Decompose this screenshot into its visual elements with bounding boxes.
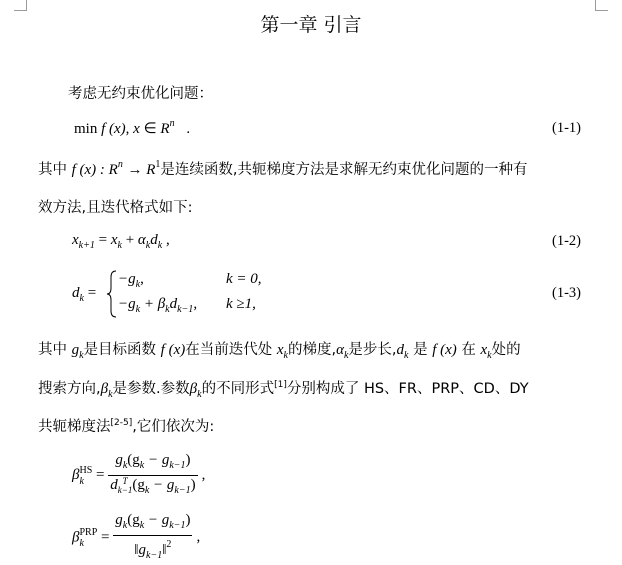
prp-den-sup: 2 xyxy=(166,539,172,550)
paragraph-2-line-3 xyxy=(38,415,214,436)
para2-fx2: f (x) xyxy=(432,342,457,358)
prp-num-g: g xyxy=(115,512,123,528)
hs-num-paren: (g xyxy=(127,452,140,468)
para2-l2-text-b: 是参数.参数 xyxy=(112,381,190,397)
eq2-alpha-sub: k xyxy=(145,240,151,251)
hs-tail: , xyxy=(201,466,206,483)
para2-x: x xyxy=(276,342,284,358)
para1-math-sup1: n xyxy=(117,159,123,170)
paragraph-2-line-1 xyxy=(38,338,521,361)
para1-text: 是连续函数,共轭梯度方法是求解无约束优化问题的一种有 xyxy=(160,162,528,178)
para2-beta2: β xyxy=(189,381,198,397)
eq3-case1-g: −g xyxy=(118,271,136,287)
chapter-title: 第一章 引言 xyxy=(260,14,362,36)
para1-prefix: 其中 xyxy=(38,162,67,178)
eq2-eq: = xyxy=(94,232,111,248)
eq2-plus: + xyxy=(121,232,138,248)
eq3-case2-d: d xyxy=(169,296,178,312)
eq3-case2-end: , xyxy=(193,296,198,312)
hs-den-paren: (g xyxy=(132,477,145,493)
para2-l3-text-b: ,它们依次为: xyxy=(132,419,215,435)
prp-denominator xyxy=(113,536,192,565)
hs-den-d: d xyxy=(110,477,118,493)
eq1-space: R xyxy=(160,121,170,137)
paragraph-1-line-1 xyxy=(38,158,527,179)
eq1-space-sup: n xyxy=(169,118,175,129)
eq3-case2-d-sub: k−1 xyxy=(177,304,194,315)
eq3-d-sub: k xyxy=(79,293,84,304)
para2-beta-sub: k xyxy=(108,389,113,400)
prp-fraction xyxy=(113,511,192,565)
hs-den-scripts xyxy=(118,477,133,495)
paragraph-1-line-2: 效方法,且迭代格式如下: xyxy=(38,200,193,216)
equation-1-2 xyxy=(72,232,170,251)
formula-hs xyxy=(72,451,205,500)
para2-d-sub: k xyxy=(404,350,409,361)
prp-num-paren: (g xyxy=(127,512,140,528)
para2-text-b: 是目标函数 xyxy=(83,342,157,358)
hs-scripts xyxy=(79,465,92,487)
para2-g: g xyxy=(71,342,80,358)
hs-den-minus-sub: k−1 xyxy=(174,485,191,496)
para2-l2-text-a: 搜索方向, xyxy=(38,381,101,397)
para2-x2-sub: k xyxy=(487,350,492,361)
hs-sub: k xyxy=(79,475,84,487)
eq1-var: x xyxy=(133,121,140,137)
para2-x2: x xyxy=(480,342,488,358)
para2-text-g: 在 xyxy=(461,342,476,358)
prp-eq: = xyxy=(97,529,114,546)
eq3-brace xyxy=(106,270,118,318)
eq2-d: d xyxy=(150,232,158,248)
para2-l3-text-a: 共轭梯度法 xyxy=(38,419,111,435)
eq3-case-2 xyxy=(118,296,197,315)
eq3-case2-g-sub: k xyxy=(135,304,141,315)
prp-num-minus-sub: k−1 xyxy=(169,520,186,531)
eq1-fx: f (x) xyxy=(101,121,126,137)
eq3-case2-beta-sub: k xyxy=(165,304,170,315)
eq3-case2-beta: + β xyxy=(140,296,166,312)
eq2-alpha: α xyxy=(137,232,146,248)
hs-num-minus-sub: k−1 xyxy=(169,460,186,471)
hs-num-minus: − g xyxy=(144,452,170,468)
prp-sup: PRP xyxy=(79,527,98,538)
equation-number-1-3: (1-3) xyxy=(552,285,581,301)
para2-d: d xyxy=(396,342,405,358)
eq1-min: min xyxy=(74,121,98,137)
eq3-case1-end: , xyxy=(140,271,144,287)
para2-text-a: 其中 xyxy=(38,342,67,358)
prp-tail: , xyxy=(196,529,201,546)
hs-num-paren-sub: k xyxy=(139,460,145,471)
hs-num-g-sub: k xyxy=(122,460,128,471)
hs-den-close: ) xyxy=(190,477,196,493)
hs-den-minus: − g xyxy=(149,477,175,493)
eq3-case-1 xyxy=(118,271,144,290)
hs-num-g: g xyxy=(115,452,123,468)
formula-prp xyxy=(72,511,200,565)
prp-num-close: ) xyxy=(185,512,191,528)
para2-alpha-sub: k xyxy=(343,350,349,361)
eq3-d: d xyxy=(72,285,80,301)
eq2-x1-sub: k+1 xyxy=(78,240,95,251)
equation-1-1 xyxy=(74,118,190,138)
para2-l2-text-d: 分别构成了 HS、FR、PRP、CD、DY xyxy=(286,381,529,397)
eq2-x2-sub: k xyxy=(117,240,122,251)
prp-den-close: ‖ xyxy=(162,542,167,558)
para1-arrow: → R xyxy=(127,162,156,178)
intro-line: 考虑无约束优化问题： xyxy=(68,86,213,102)
prp-beta: β xyxy=(72,529,80,546)
eq1-in: ∈ xyxy=(143,121,157,137)
para2-text-e: 是步长, xyxy=(348,342,397,358)
para2-text-h: 处的 xyxy=(491,342,521,358)
eq3-cond-2: k ≥1, xyxy=(226,296,256,312)
hs-fraction xyxy=(108,451,197,500)
citation-2-5[interactable]: [2-5] xyxy=(110,418,133,428)
prp-num-g-sub: k xyxy=(122,520,128,531)
para2-alpha: α xyxy=(336,342,344,358)
hs-den-sub: k−1 xyxy=(117,484,133,495)
para2-beta: β xyxy=(100,381,109,397)
eq1-end: . xyxy=(186,121,191,137)
para2-text-f: 是 xyxy=(413,342,428,358)
prp-numerator xyxy=(113,511,192,536)
equation-number-1-1: (1-1) xyxy=(552,120,581,136)
prp-den-g: ‖g xyxy=(134,542,147,558)
hs-den-paren-sub: k xyxy=(144,485,150,496)
para1-math: f (x) : R xyxy=(71,162,118,178)
hs-sup: HS xyxy=(79,464,93,476)
eq1-sep: , xyxy=(125,121,134,137)
eq2-x2: x xyxy=(110,232,118,248)
equation-1-3-lhs xyxy=(72,285,96,304)
citation-1[interactable]: [1] xyxy=(274,380,287,390)
para2-text-d: 的梯度, xyxy=(287,342,337,358)
para2-beta2-sub: k xyxy=(197,389,202,400)
equation-number-1-2: (1-2) xyxy=(552,233,581,249)
hs-den-sup: T xyxy=(122,475,128,486)
para2-x-sub: k xyxy=(283,350,288,361)
hs-eq: = xyxy=(92,466,109,483)
eq2-comma: , xyxy=(162,232,170,248)
eq2-d-sub: k xyxy=(157,240,163,251)
para2-l2-text-c: 的不同形式 xyxy=(201,381,275,397)
prp-num-minus: − g xyxy=(144,512,170,528)
para2-g-sub: k xyxy=(79,350,84,361)
prp-sub: k xyxy=(79,538,84,549)
para1-math-sup2: 1 xyxy=(155,159,161,170)
hs-numerator xyxy=(108,451,197,476)
eq3-cond-1: k = 0, xyxy=(226,271,262,287)
prp-num-paren-sub: k xyxy=(139,520,145,531)
hs-beta: β xyxy=(72,466,80,483)
eq3-case1-sub: k xyxy=(135,279,141,290)
eq3-case2-g: −g xyxy=(118,296,136,312)
eq3-eq: = xyxy=(83,285,97,301)
para2-text-c: 在当前迭代处 xyxy=(185,342,273,358)
para2-fx: f (x) xyxy=(160,342,186,358)
hs-denominator xyxy=(108,476,197,500)
paragraph-2-line-2 xyxy=(38,377,529,400)
hs-num-close: ) xyxy=(185,452,191,468)
prp-den-sub: k−1 xyxy=(146,550,163,561)
eq2-x1: x xyxy=(72,232,79,248)
